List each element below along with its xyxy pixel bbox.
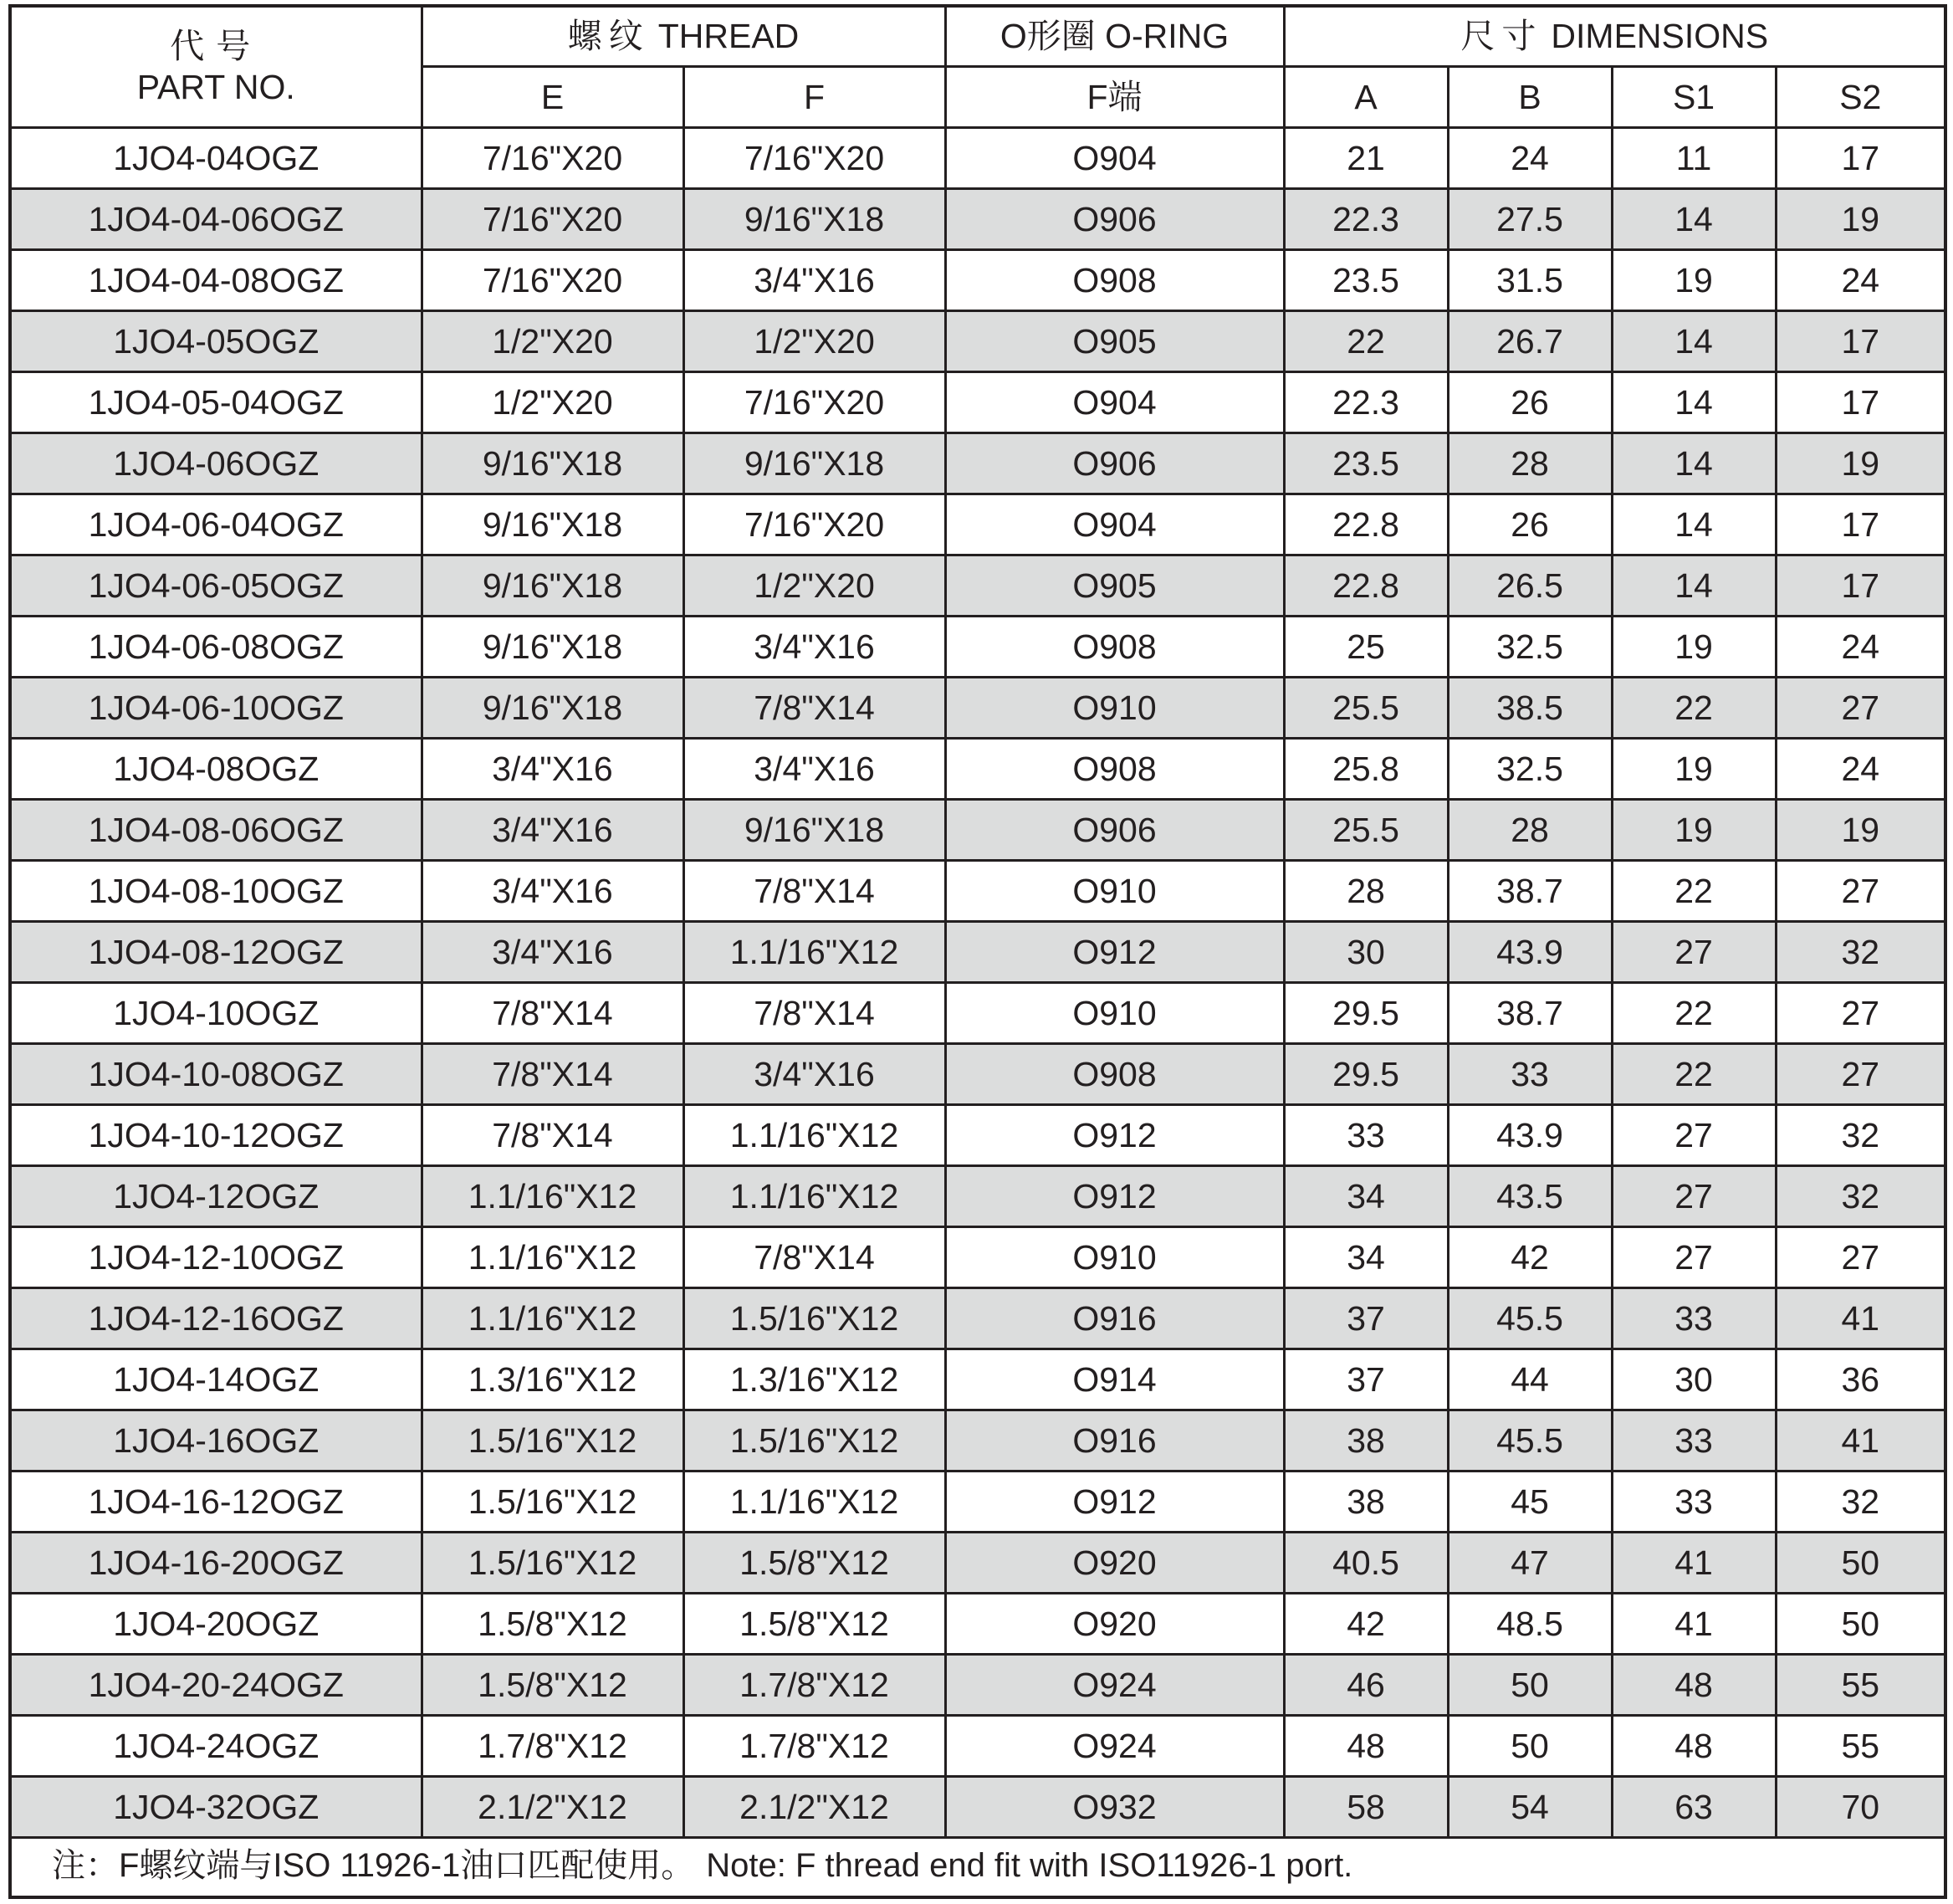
thread-f-cell: 7/16"X20 [683,372,945,433]
part-no-cell: 1JO4-12-16OGZ [12,1288,422,1349]
oring-cell: O904 [945,372,1284,433]
dim-a-cell: 22.8 [1284,555,1448,617]
part-no-cell: 1JO4-20OGZ [12,1594,422,1655]
thread-e-cell: 1.1/16"X12 [422,1288,683,1349]
table-row [12,494,1944,555]
oring-cell: O910 [945,678,1284,739]
dim-a-cell: 37 [1284,1288,1448,1349]
dim-b-cell: 31.5 [1448,250,1612,311]
thread-f-cell: 3/4"X16 [683,617,945,678]
dim-a-cell: 23.5 [1284,433,1448,494]
dim-b-cell: 54 [1448,1777,1612,1838]
thread-f-cell: 1.1/16"X12 [683,1472,945,1533]
dim-b-cell: 28 [1448,800,1612,861]
table-row [12,1288,1944,1349]
footnote-cn: 注：F螺纹端与ISO 11926-1油口匹配使用。 [52,1847,695,1884]
oring-cell: O904 [945,128,1284,189]
part-no-cell: 1JO4-32OGZ [12,1777,422,1838]
dim-s2-cell: 41 [1776,1410,1944,1472]
dim-s2-cell: 32 [1776,922,1944,983]
table-header [12,8,1944,128]
oring-cell: O908 [945,617,1284,678]
thread-header [422,8,945,67]
dim-b-cell: 43.9 [1448,1105,1612,1166]
dim-s2-cell: 17 [1776,494,1944,555]
table-row [12,250,1944,311]
part-no-header [12,8,422,128]
oring-cell: O912 [945,922,1284,983]
oring-cell: O924 [945,1716,1284,1777]
thread-e-cell: 1/2"X20 [422,372,683,433]
dim-s2-cell: 27 [1776,1227,1944,1288]
oring-cell: O904 [945,494,1284,555]
dim-s1-cell: 22 [1612,983,1776,1044]
oring-cell: O916 [945,1410,1284,1472]
oring-cell: O908 [945,739,1284,800]
dim-s2-cell: 27 [1776,1044,1944,1105]
dim-s2-cell: 41 [1776,1288,1944,1349]
dim-s2-cell: 55 [1776,1655,1944,1716]
dim-a-cell: 34 [1284,1166,1448,1227]
part-no-cell: 1JO4-08-06OGZ [12,800,422,861]
dim-a-cell: 40.5 [1284,1533,1448,1594]
table-row [12,1410,1944,1472]
table-row [12,1594,1944,1655]
dim-s2-cell: 19 [1776,189,1944,250]
spec-sheet [8,4,1947,1899]
dim-b-cell: 32.5 [1448,739,1612,800]
dim-s2-cell: 27 [1776,861,1944,922]
dim-s1-cell: 11 [1612,128,1776,189]
thread-f-cell: 7/16"X20 [683,494,945,555]
part-no-cell: 1JO4-06-05OGZ [12,555,422,617]
dim-b-cell: 38.5 [1448,678,1612,739]
thread-e-cell: 9/16"X18 [422,433,683,494]
thread-e-cell: 2.1/2"X12 [422,1777,683,1838]
dim-a-cell: 42 [1284,1594,1448,1655]
dim-a-cell: 34 [1284,1227,1448,1288]
oring-cell: O910 [945,983,1284,1044]
dim-a-cell: 25.5 [1284,800,1448,861]
dim-s1-cell: 22 [1612,1044,1776,1105]
thread-f-cell: 7/8"X14 [683,1227,945,1288]
dim-b-cell: 45.5 [1448,1410,1612,1472]
thread-e-cell: 3/4"X16 [422,922,683,983]
thread-e-cell: 3/4"X16 [422,800,683,861]
table-row [12,433,1944,494]
dim-a-cell: 30 [1284,922,1448,983]
table-row [12,1472,1944,1533]
dim-s1-cell: 30 [1612,1349,1776,1410]
col-header-b: B [1448,67,1612,128]
thread-f-cell: 1/2"X20 [683,555,945,617]
table-row [12,555,1944,617]
dim-b-cell: 43.5 [1448,1166,1612,1227]
dim-b-cell: 26 [1448,494,1612,555]
dim-a-cell: 21 [1284,128,1448,189]
dim-b-cell: 42 [1448,1227,1612,1288]
dim-a-cell: 28 [1284,861,1448,922]
table-row [12,739,1944,800]
thread-f-cell: 1.5/8"X12 [683,1533,945,1594]
dim-b-cell: 47 [1448,1533,1612,1594]
dim-a-cell: 38 [1284,1472,1448,1533]
thread-e-cell: 1.5/8"X12 [422,1594,683,1655]
dim-b-cell: 38.7 [1448,983,1612,1044]
table-body [12,128,1944,1838]
dim-b-cell: 50 [1448,1716,1612,1777]
thread-e-cell: 1.5/16"X12 [422,1533,683,1594]
thread-f-cell: 9/16"X18 [683,433,945,494]
table-row [12,1777,1944,1838]
thread-f-cell: 1.1/16"X12 [683,1105,945,1166]
dimensions-header-en: DIMENSIONS [1551,17,1769,55]
dim-a-cell: 25 [1284,617,1448,678]
dim-b-cell: 26.7 [1448,311,1612,372]
thread-f-cell: 9/16"X18 [683,800,945,861]
dim-s1-cell: 19 [1612,800,1776,861]
dim-s1-cell: 27 [1612,1227,1776,1288]
part-no-cell: 1JO4-06-04OGZ [12,494,422,555]
part-no-cell: 1JO4-08OGZ [12,739,422,800]
dim-b-cell: 45 [1448,1472,1612,1533]
thread-f-cell: 1.7/8"X12 [683,1655,945,1716]
part-no-cell: 1JO4-08-12OGZ [12,922,422,983]
thread-e-cell: 7/16"X20 [422,250,683,311]
thread-header-cn: 螺纹 [567,17,650,55]
dim-b-cell: 26 [1448,372,1612,433]
dim-s1-cell: 22 [1612,861,1776,922]
footnote-en: Note: F thread end fit with ISO11926-1 port. [706,1847,1353,1884]
dim-s2-cell: 27 [1776,678,1944,739]
dim-s1-cell: 41 [1612,1533,1776,1594]
part-no-cell: 1JO4-20-24OGZ [12,1655,422,1716]
dim-s2-cell: 32 [1776,1105,1944,1166]
thread-e-cell: 1/2"X20 [422,311,683,372]
part-no-cell: 1JO4-24OGZ [12,1716,422,1777]
dim-a-cell: 46 [1284,1655,1448,1716]
thread-header-en: THREAD [657,17,800,55]
thread-f-cell: 1.1/16"X12 [683,1166,945,1227]
dim-b-cell: 32.5 [1448,617,1612,678]
table-row [12,617,1944,678]
part-no-cell: 1JO4-16-20OGZ [12,1533,422,1594]
dim-b-cell: 43.9 [1448,922,1612,983]
table-row [12,128,1944,189]
dim-a-cell: 25.8 [1284,739,1448,800]
dim-a-cell: 37 [1284,1349,1448,1410]
oring-cell: O912 [945,1166,1284,1227]
thread-e-cell: 3/4"X16 [422,739,683,800]
oring-cell: O905 [945,555,1284,617]
dim-s2-cell: 27 [1776,983,1944,1044]
thread-f-cell: 1.3/16"X12 [683,1349,945,1410]
dim-a-cell: 33 [1284,1105,1448,1166]
dim-a-cell: 22.3 [1284,189,1448,250]
table-row [12,1533,1944,1594]
dim-s2-cell: 17 [1776,372,1944,433]
part-no-header-cn: 代号 [170,27,263,65]
oring-cell: O912 [945,1472,1284,1533]
thread-f-cell: 1.5/8"X12 [683,1594,945,1655]
table-row [12,1227,1944,1288]
table-row [12,861,1944,922]
dim-s2-cell: 19 [1776,433,1944,494]
thread-f-cell: 1/2"X20 [683,311,945,372]
oring-header-label: O形圈 O-RING [1000,17,1230,55]
table-row [12,311,1944,372]
dim-s2-cell: 24 [1776,739,1944,800]
dim-s2-cell: 32 [1776,1472,1944,1533]
thread-e-cell: 7/16"X20 [422,189,683,250]
dim-s1-cell: 14 [1612,372,1776,433]
dimensions-header [1284,8,1944,67]
dim-a-cell: 58 [1284,1777,1448,1838]
fitting-spec-table [12,8,1944,1839]
dim-s2-cell: 36 [1776,1349,1944,1410]
thread-e-cell: 1.5/8"X12 [422,1655,683,1716]
dim-a-cell: 38 [1284,1410,1448,1472]
dim-a-cell: 29.5 [1284,983,1448,1044]
dim-b-cell: 50 [1448,1655,1612,1716]
dim-s2-cell: 19 [1776,800,1944,861]
col-header-f-end: F端 [945,67,1284,128]
thread-e-cell: 1.1/16"X12 [422,1227,683,1288]
table-row [12,1349,1944,1410]
dim-b-cell: 24 [1448,128,1612,189]
dim-s1-cell: 14 [1612,555,1776,617]
dimensions-header-cn: 尺寸 [1460,17,1543,55]
dim-s1-cell: 63 [1612,1777,1776,1838]
thread-e-cell: 1.7/8"X12 [422,1716,683,1777]
thread-f-cell: 1.7/8"X12 [683,1716,945,1777]
dim-s2-cell: 17 [1776,128,1944,189]
part-no-cell: 1JO4-04-08OGZ [12,250,422,311]
dim-b-cell: 28 [1448,433,1612,494]
oring-cell: O910 [945,861,1284,922]
dim-s1-cell: 33 [1612,1472,1776,1533]
dim-s1-cell: 27 [1612,1166,1776,1227]
part-no-cell: 1JO4-10-08OGZ [12,1044,422,1105]
dim-a-cell: 29.5 [1284,1044,1448,1105]
part-no-cell: 1JO4-06-08OGZ [12,617,422,678]
oring-cell: O906 [945,189,1284,250]
thread-e-cell: 1.3/16"X12 [422,1349,683,1410]
part-no-cell: 1JO4-05OGZ [12,311,422,372]
thread-f-cell: 3/4"X16 [683,739,945,800]
oring-cell: O908 [945,1044,1284,1105]
oring-cell: O932 [945,1777,1284,1838]
part-no-cell: 1JO4-12OGZ [12,1166,422,1227]
dim-a-cell: 22.8 [1284,494,1448,555]
header-row-group [12,8,1944,67]
thread-e-cell: 7/8"X14 [422,983,683,1044]
thread-e-cell: 3/4"X16 [422,861,683,922]
oring-cell: O916 [945,1288,1284,1349]
dim-b-cell: 48.5 [1448,1594,1612,1655]
part-no-cell: 1JO4-12-10OGZ [12,1227,422,1288]
oring-cell: O906 [945,433,1284,494]
dim-s2-cell: 32 [1776,1166,1944,1227]
table-row [12,1044,1944,1105]
thread-e-cell: 7/8"X14 [422,1044,683,1105]
oring-cell: O912 [945,1105,1284,1166]
oring-cell: O920 [945,1533,1284,1594]
thread-e-cell: 7/16"X20 [422,128,683,189]
thread-f-cell: 1.5/16"X12 [683,1288,945,1349]
dim-s2-cell: 17 [1776,311,1944,372]
col-header-s1: S1 [1612,67,1776,128]
dim-b-cell: 38.7 [1448,861,1612,922]
oring-cell: O908 [945,250,1284,311]
dim-s2-cell: 55 [1776,1716,1944,1777]
dim-s1-cell: 19 [1612,739,1776,800]
dim-s1-cell: 27 [1612,922,1776,983]
col-header-f: F [683,67,945,128]
dim-s1-cell: 41 [1612,1594,1776,1655]
thread-f-cell: 9/16"X18 [683,189,945,250]
part-no-cell: 1JO4-10OGZ [12,983,422,1044]
dim-s1-cell: 33 [1612,1288,1776,1349]
thread-f-cell: 1.1/16"X12 [683,922,945,983]
dim-s1-cell: 48 [1612,1716,1776,1777]
oring-cell: O906 [945,800,1284,861]
oring-header [945,8,1284,67]
col-header-s2: S2 [1776,67,1944,128]
part-no-cell: 1JO4-10-12OGZ [12,1105,422,1166]
table-row [12,800,1944,861]
dim-s1-cell: 14 [1612,189,1776,250]
oring-cell: O920 [945,1594,1284,1655]
dim-s1-cell: 22 [1612,678,1776,739]
part-no-cell: 1JO4-05-04OGZ [12,372,422,433]
part-no-header-en: PART NO. [136,68,295,106]
dim-b-cell: 26.5 [1448,555,1612,617]
dim-s1-cell: 14 [1612,494,1776,555]
thread-e-cell: 9/16"X18 [422,494,683,555]
dim-a-cell: 22 [1284,311,1448,372]
dim-a-cell: 23.5 [1284,250,1448,311]
footnote [12,1836,1944,1896]
thread-f-cell: 1.5/16"X12 [683,1410,945,1472]
dim-b-cell: 45.5 [1448,1288,1612,1349]
part-no-cell: 1JO4-06OGZ [12,433,422,494]
thread-e-cell: 9/16"X18 [422,617,683,678]
thread-e-cell: 9/16"X18 [422,555,683,617]
part-no-cell: 1JO4-14OGZ [12,1349,422,1410]
part-no-cell: 1JO4-04OGZ [12,128,422,189]
dim-s1-cell: 14 [1612,433,1776,494]
dim-b-cell: 44 [1448,1349,1612,1410]
dim-b-cell: 27.5 [1448,189,1612,250]
thread-e-cell: 9/16"X18 [422,678,683,739]
table-row [12,189,1944,250]
oring-cell: O910 [945,1227,1284,1288]
dim-a-cell: 22.3 [1284,372,1448,433]
dim-s2-cell: 17 [1776,555,1944,617]
thread-f-cell: 7/8"X14 [683,983,945,1044]
dim-s2-cell: 24 [1776,250,1944,311]
dim-s1-cell: 27 [1612,1105,1776,1166]
thread-e-cell: 1.1/16"X12 [422,1166,683,1227]
thread-f-cell: 7/8"X14 [683,678,945,739]
col-header-a: A [1284,67,1448,128]
oring-cell: O924 [945,1655,1284,1716]
table-row [12,1716,1944,1777]
table-row [12,922,1944,983]
dim-s2-cell: 70 [1776,1777,1944,1838]
thread-f-cell: 3/4"X16 [683,250,945,311]
thread-e-cell: 7/8"X14 [422,1105,683,1166]
col-header-e: E [422,67,683,128]
part-no-cell: 1JO4-08-10OGZ [12,861,422,922]
dim-s1-cell: 48 [1612,1655,1776,1716]
thread-e-cell: 1.5/16"X12 [422,1472,683,1533]
table-row [12,372,1944,433]
dim-s2-cell: 50 [1776,1533,1944,1594]
dim-a-cell: 25.5 [1284,678,1448,739]
table-row [12,678,1944,739]
table-row [12,1105,1944,1166]
thread-f-cell: 7/8"X14 [683,861,945,922]
dim-s2-cell: 24 [1776,617,1944,678]
dim-a-cell: 48 [1284,1716,1448,1777]
part-no-cell: 1JO4-16-12OGZ [12,1472,422,1533]
table-row [12,1166,1944,1227]
table-row [12,1655,1944,1716]
thread-f-cell: 7/16"X20 [683,128,945,189]
thread-f-cell: 3/4"X16 [683,1044,945,1105]
thread-e-cell: 1.5/16"X12 [422,1410,683,1472]
dim-s1-cell: 14 [1612,311,1776,372]
dim-s1-cell: 19 [1612,617,1776,678]
part-no-cell: 1JO4-06-10OGZ [12,678,422,739]
table-row [12,983,1944,1044]
thread-f-cell: 2.1/2"X12 [683,1777,945,1838]
oring-cell: O905 [945,311,1284,372]
part-no-cell: 1JO4-16OGZ [12,1410,422,1472]
part-no-cell: 1JO4-04-06OGZ [12,189,422,250]
dim-s2-cell: 50 [1776,1594,1944,1655]
dim-b-cell: 33 [1448,1044,1612,1105]
dim-s1-cell: 33 [1612,1410,1776,1472]
oring-cell: O914 [945,1349,1284,1410]
dim-s1-cell: 19 [1612,250,1776,311]
